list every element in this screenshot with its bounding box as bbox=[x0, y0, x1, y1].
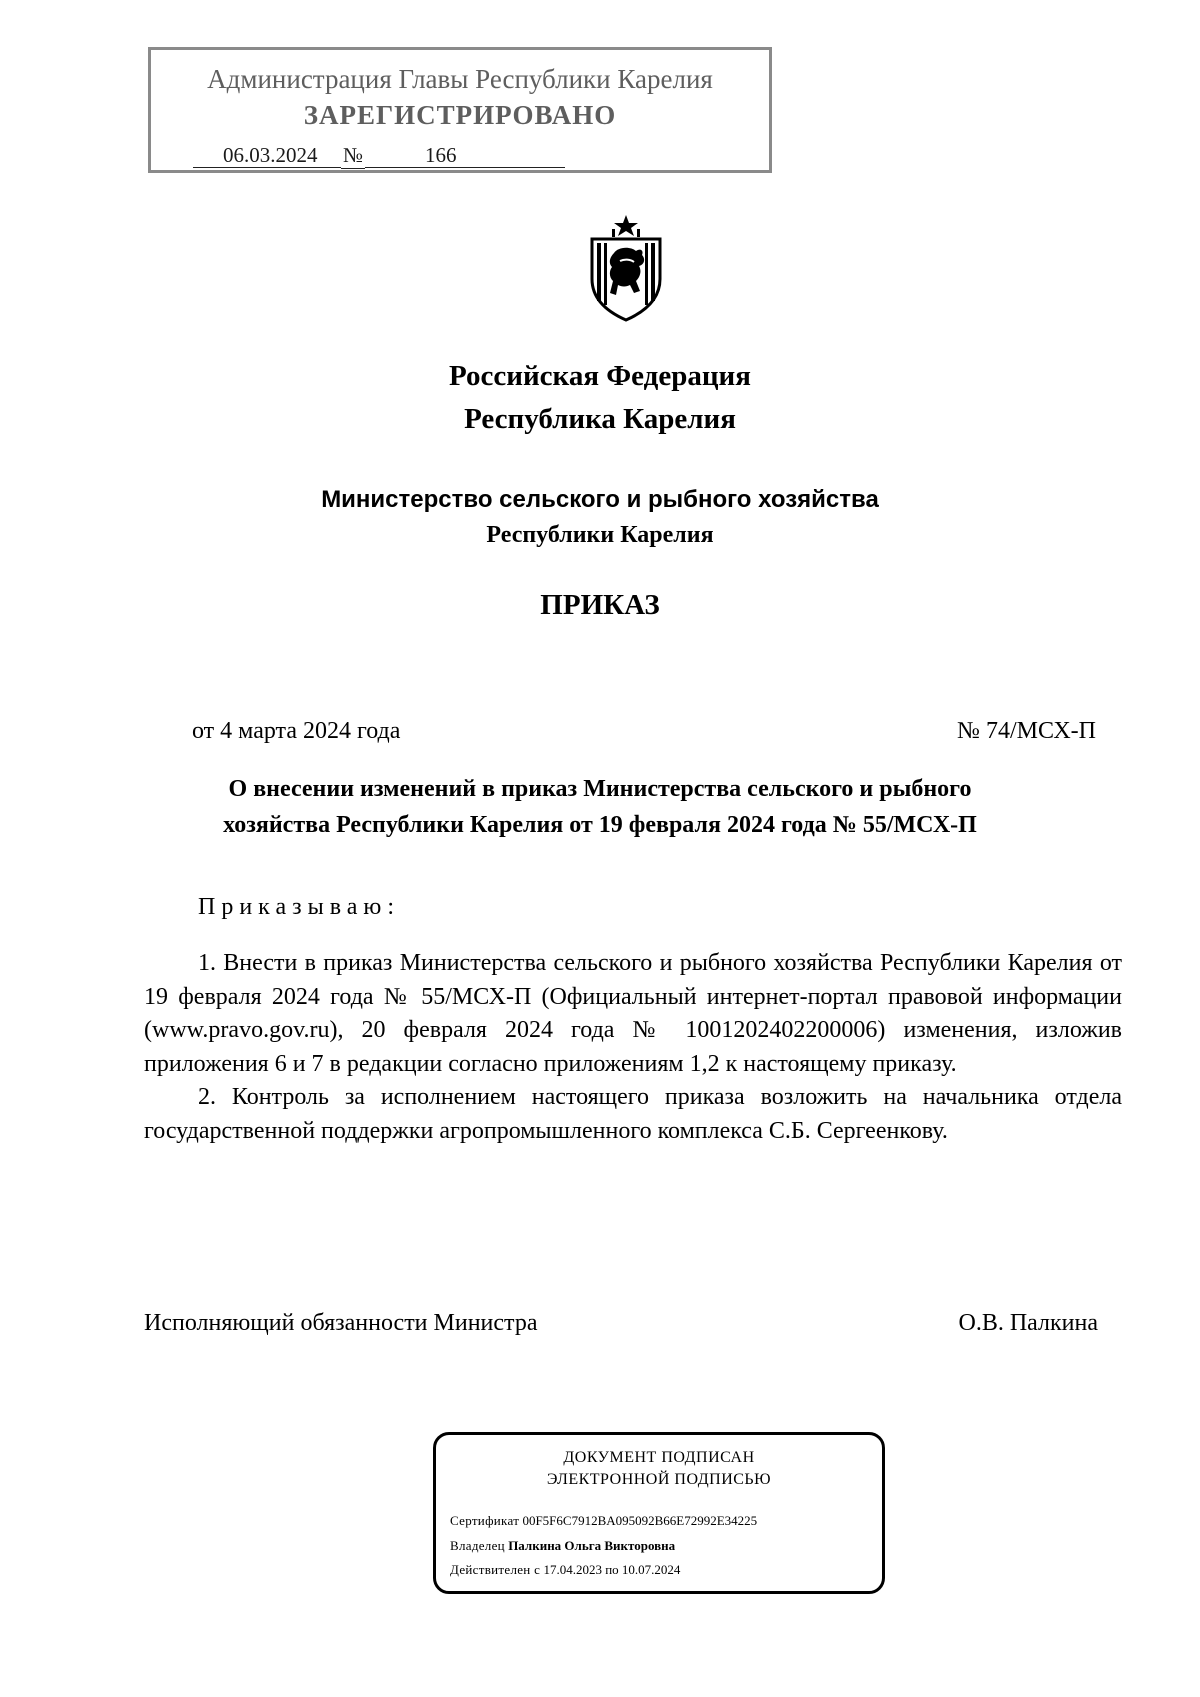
esig-owner bbox=[450, 1537, 675, 1555]
order-number: № 74/МСХ-П bbox=[957, 718, 1096, 744]
ministry-name: Министерство сельского и рыбного хозяйства bbox=[321, 486, 879, 513]
decree-word: Приказываю: bbox=[198, 894, 400, 920]
esig-heading: ЭЛЕКТРОННОЙ ПОДПИСЬЮ bbox=[546, 1471, 772, 1488]
order-subject bbox=[0, 771, 1200, 843]
signer-title: Исполняющий обязанности Министра bbox=[144, 1310, 538, 1336]
registration-organization: Администрация Главы Республики Карелия bbox=[207, 64, 713, 94]
esig-certificate-value: 00F5F6C7912BA095092B66E72992E34225 bbox=[522, 1513, 758, 1528]
esig-valid-label: Действителен с bbox=[450, 1562, 541, 1577]
order-subject-line: хозяйства Республики Карелия от 19 февраля 2024 года № 55/МСХ-П bbox=[223, 812, 977, 838]
registration-stamp bbox=[148, 47, 772, 173]
country-name: Российская Федерация bbox=[449, 360, 751, 392]
esig-certificate-label: Сертификат bbox=[450, 1513, 520, 1528]
order-body bbox=[144, 947, 1122, 1148]
order-date: от 4 марта 2024 года bbox=[192, 718, 401, 744]
coat-of-arms-icon bbox=[584, 213, 668, 323]
registration-status: ЗАРЕГИСТРИРОВАНО bbox=[303, 100, 617, 130]
registration-number: 166 bbox=[365, 142, 565, 168]
esig-valid-from: 17.04.2023 bbox=[543, 1562, 602, 1577]
registration-date: 06.03.2024 bbox=[193, 142, 341, 168]
ministry-region: Республики Карелия bbox=[486, 522, 714, 548]
region-name: Республика Карелия bbox=[464, 403, 736, 435]
esig-valid-to-label: по bbox=[605, 1562, 619, 1577]
esig-heading: ДОКУМЕНТ ПОДПИСАН bbox=[563, 1449, 755, 1466]
electronic-signature-stamp bbox=[433, 1432, 885, 1594]
order-subject-line: О внесении изменений в приказ Министерства сельского и рыбного bbox=[228, 776, 972, 802]
esig-validity bbox=[450, 1561, 680, 1579]
esig-valid-to: 10.07.2024 bbox=[621, 1562, 681, 1577]
esig-certificate bbox=[450, 1512, 757, 1530]
document-type: ПРИКАЗ bbox=[540, 589, 660, 621]
signer-name: О.В. Палкина bbox=[958, 1310, 1098, 1336]
order-paragraph: 1. Внести в приказ Министерства сельского и рыбного хозяйства Республики Карелия от 19 февраля 2024 года № 55/МСХ-П (Официальный интернет-портал правовой информации (www.pravo.gov.ru), 20 февраля 2024 года № 1001202402200006) изменения, изложив приложения 6 и 7 в редакции согласно приложениям 1,2 к настоящему приказу. bbox=[144, 950, 1122, 1077]
esig-owner-label: Владелец bbox=[450, 1538, 505, 1553]
registration-number-sign: № bbox=[342, 143, 364, 167]
order-paragraph: 2. Контроль за исполнением настоящего приказа возложить на начальника отдела государственной поддержки агропромышленного комплекса С.Б. Сергеенкову. bbox=[144, 1084, 1122, 1144]
esig-owner-value: Палкина Ольга Викторовна bbox=[508, 1538, 676, 1553]
